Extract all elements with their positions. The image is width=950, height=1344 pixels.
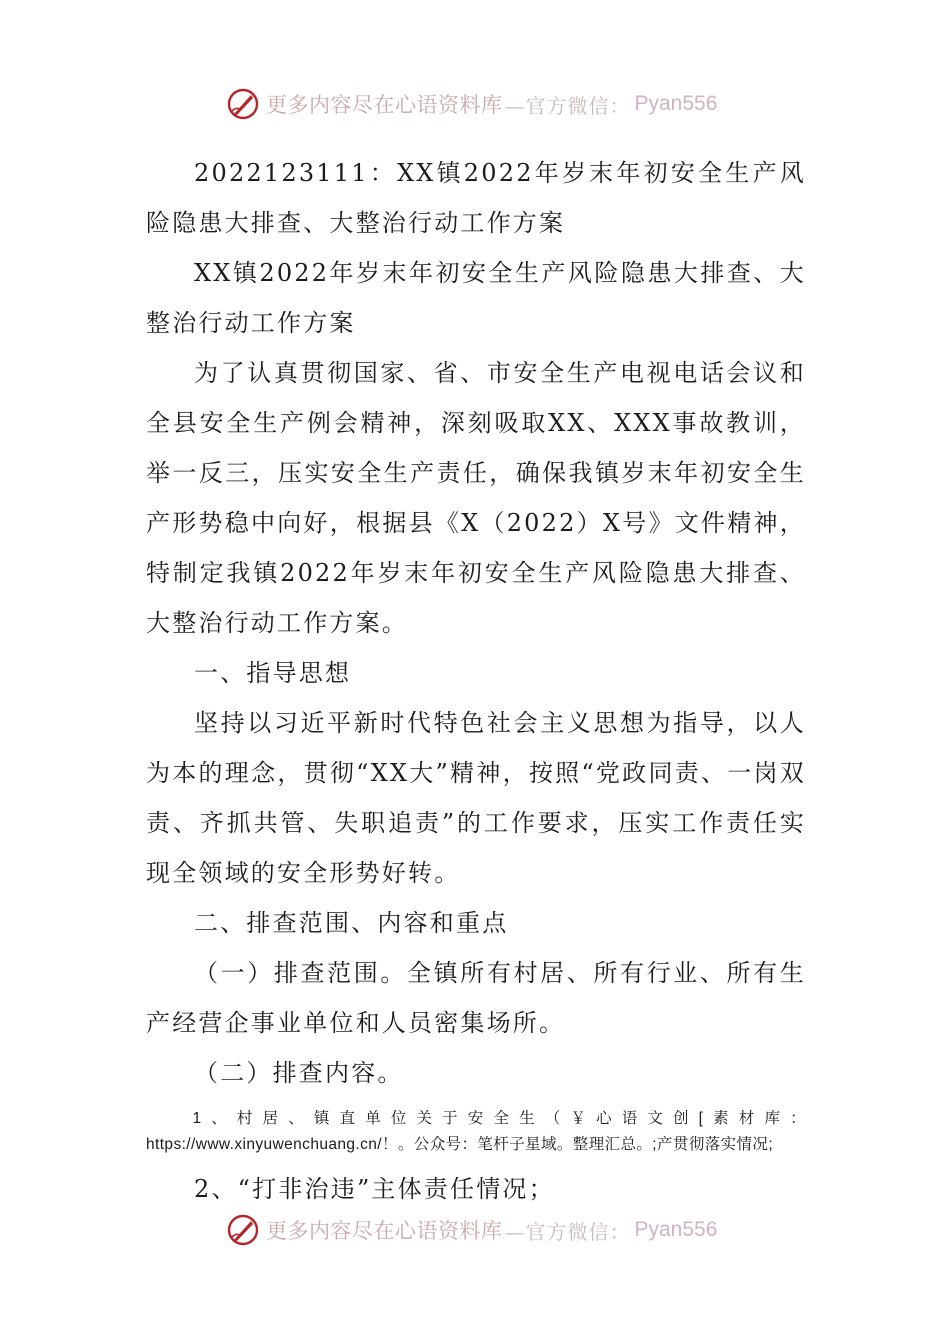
- header-banner: [226, 84, 746, 124]
- quill-logo-icon: [226, 87, 260, 121]
- header-wechat-handle: Pyan556: [634, 92, 718, 115]
- document-title: 2022123111：XX镇2022年岁末年初安全生产风险隐患大排查、大整治行动工作方案: [146, 159, 806, 237]
- footer-wechat-label: —官方微信：: [504, 1219, 631, 1244]
- quill-logo-icon: [226, 1213, 260, 1247]
- content-heading: （二）排查内容。: [194, 1059, 404, 1087]
- document-body: [146, 148, 806, 1214]
- section-1-heading: 一、指导思想: [194, 659, 352, 687]
- header-wechat-label: —官方微信：: [504, 93, 631, 118]
- list-item-2: 2、“打非治违”主体责任情况；: [194, 1175, 555, 1203]
- section-2-heading: 二、排查范围、内容和重点: [194, 909, 509, 937]
- document-subtitle: XX镇2022年岁末年初安全生产风险隐患大排查、大整治行动工作方案: [146, 259, 806, 337]
- scope-paragraph: （一）排查范围。全镇所有村居、所有行业、所有生产经营企事业单位和人员密集场所。: [146, 959, 806, 1037]
- footer-slogan: 更多内容尽在心语资料库: [266, 1219, 503, 1243]
- list-item-1: 1、村居、镇直单位关于安全生（￥心语文创[素材库：https://www.xinyuwenchuang.cn/！。公众号：笔杆子星域。整理汇总。;产贯彻落实情况;: [146, 1110, 806, 1153]
- header-slogan: 更多内容尽在心语资料库: [266, 93, 503, 117]
- footer-banner: [226, 1210, 746, 1250]
- intro-paragraph: 为了认真贯彻国家、省、市安全生产电视电话会议和全县安全生产例会精神，深刻吸取XX、XXX事故教训，举一反三，压实安全生产责任，确保我镇岁末年初安全生产形势稳中向好，根据县《X（2022）X号》文件精神，特制定我镇2022年岁末年初安全生产风险隐患大排查、大整治行动工作方案。: [146, 359, 806, 637]
- section-1-paragraph: 坚持以习近平新时代特色社会主义思想为指导，以人为本的理念，贯彻“XX大”精神，按照“党政同责、一岗双责、齐抓共管、失职追责”的工作要求，压实工作责任实现全领域的安全形势好转。: [146, 709, 806, 887]
- footer-wechat-handle: Pyan556: [634, 1218, 718, 1241]
